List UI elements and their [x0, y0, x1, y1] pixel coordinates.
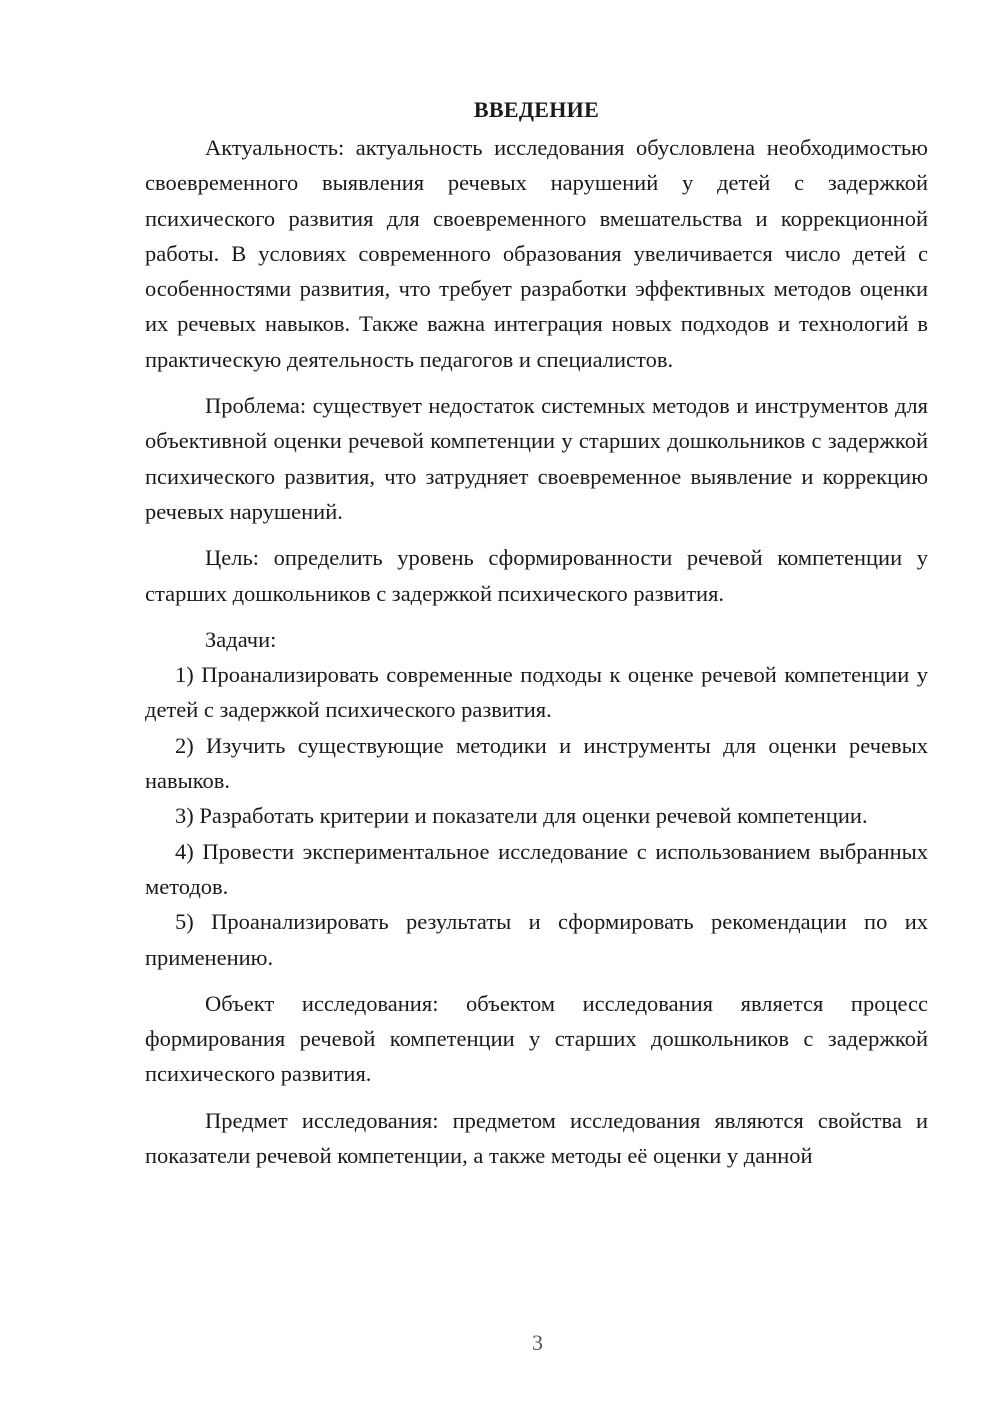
task-item: 5) Проанализировать результаты и сформировать рекомендации по их применению.	[145, 909, 928, 970]
problem-paragraph: Проблема: существует недостаток системных методов и инструментов для объективной оценки речевой компетенции у старших дошкольников с задержкой психического развития, что затрудняет своевременное выявление и коррекцию речевых нарушений.	[145, 393, 928, 524]
page-number: 3	[532, 1330, 543, 1355]
task-item: 3) Разработать критерии и показатели для оценки речевой компетенции.	[175, 803, 868, 829]
relevance-paragraph: Актуальность: актуальность исследования обусловлена необходимостью своевременного выявления речевых нарушений у детей с задержкой психического развития для своевременного вмешательства и коррекционной работы. В условиях современного образования увеличивается число детей с особенностями развития, что требует разработки эффективных методов оценки их речевых навыков. Также важна интеграция новых подходов и технологий в практическую деятельность педагогов и специалистов.	[145, 135, 928, 372]
object-paragraph: Объект исследования: объектом исследования является процесс формирования речевой компетенции у старших дошкольников с задержкой психического развития.	[145, 990, 928, 1087]
task-item: 2) Изучить существующие методики и инструменты для оценки речевых навыков.	[145, 732, 928, 794]
tasks-heading: Задачи:	[205, 626, 277, 652]
section-title: ВВЕДЕНИЕ	[473, 97, 600, 122]
goal-paragraph: Цель: определить уровень сформированности речевой компетенции у старших дошкольников с задержкой психического развития.	[145, 545, 928, 606]
tasks-list	[145, 657, 928, 975]
subject-paragraph: Предмет исследования: предметом исследования являются свойства и показатели речевой компетенции, а также методы её оценки у данной	[145, 1107, 928, 1169]
task-item: 1) Проанализировать современные подходы к оценке речевой компетенции у детей с задержкой психического развития.	[145, 662, 928, 723]
document-body	[145, 92, 928, 1173]
task-item: 4) Провести экспериментальное исследование с использованием выбранных методов.	[145, 838, 928, 899]
